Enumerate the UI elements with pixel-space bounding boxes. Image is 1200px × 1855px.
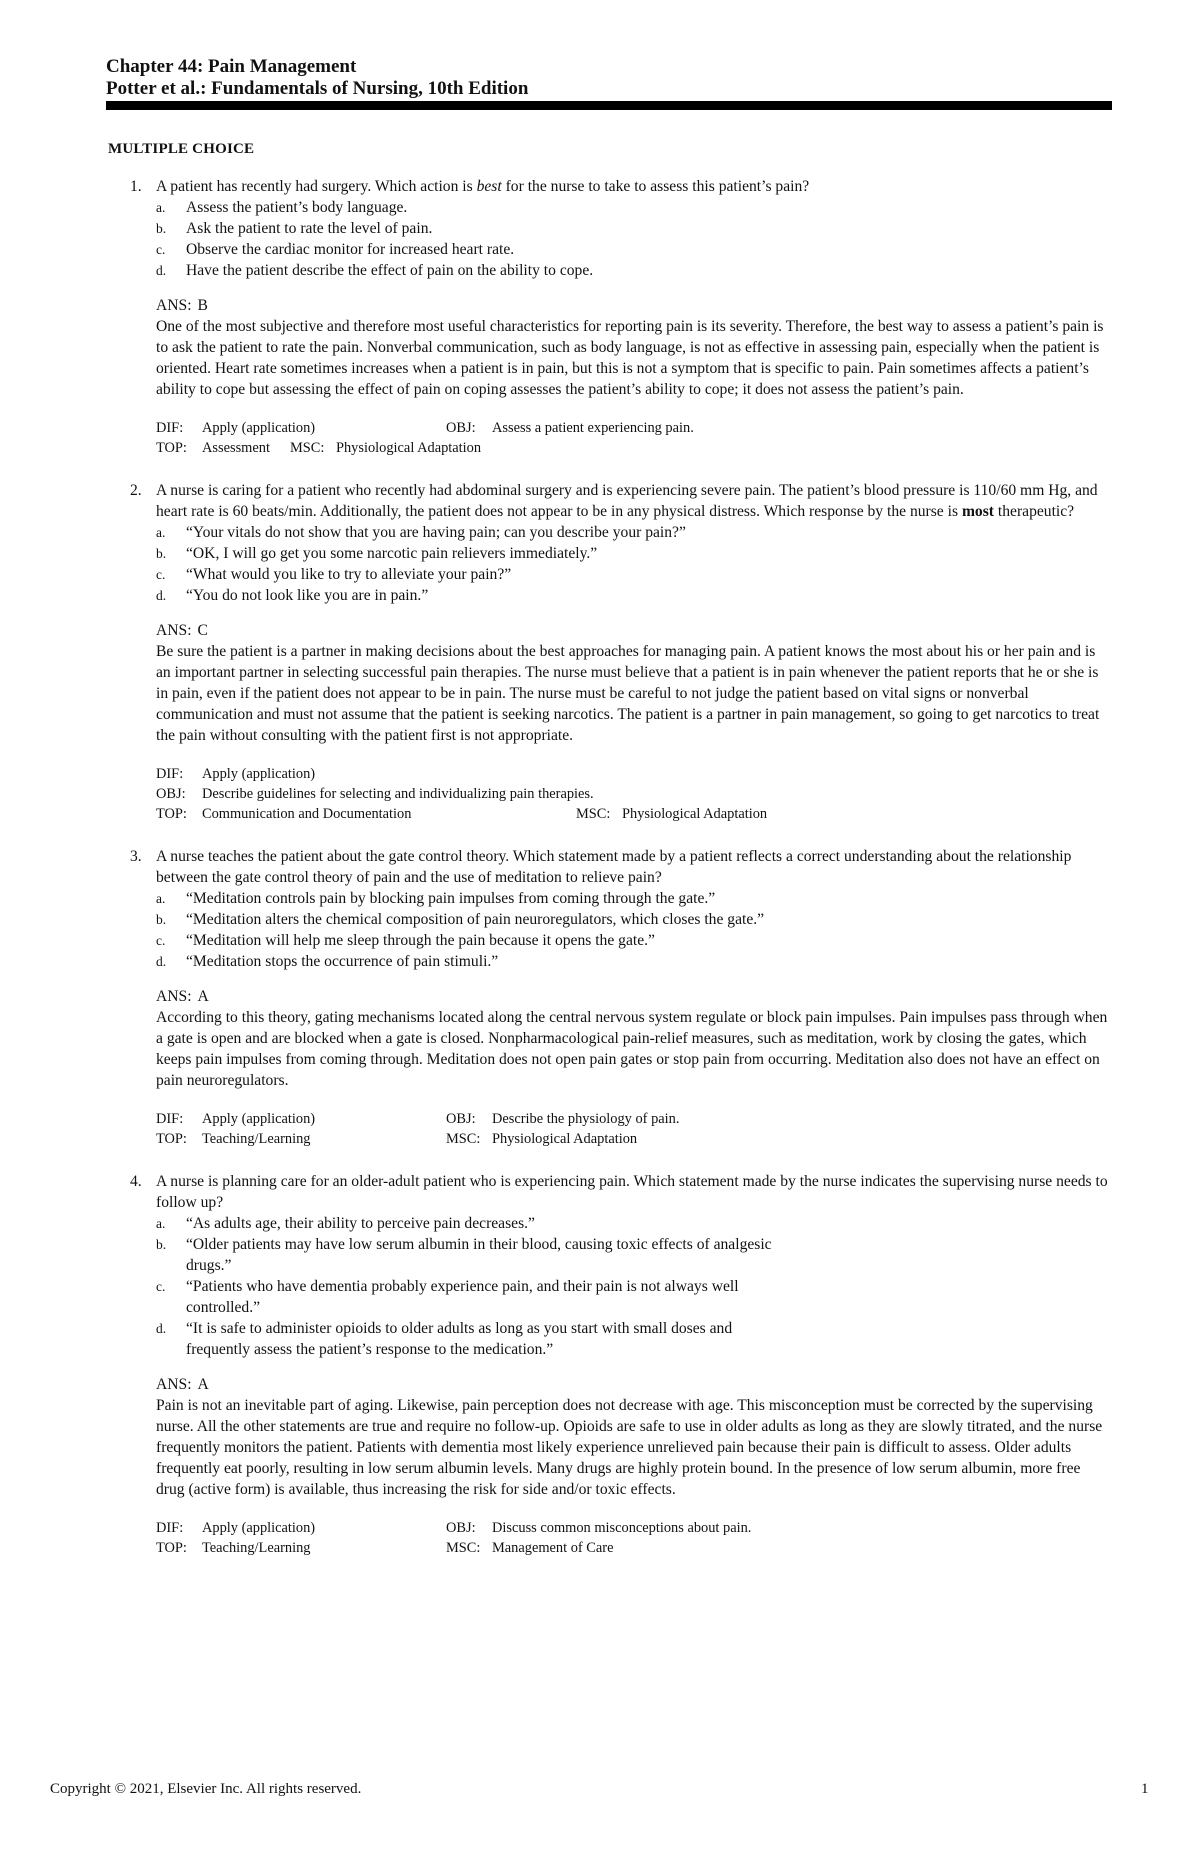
client-needs: Management of Care [492,1540,614,1556]
option-b: b. “OK, I will go get you some narcotic pain relievers immediately.” [156,545,598,562]
answer-options [156,1213,1112,1360]
question-1 [108,176,1112,458]
option-c: c. Observe the cardiac monitor for increased heart rate. [156,241,515,258]
option-a: a. Assess the patient’s body language. [156,199,408,216]
option-c: c. “Meditation will help me sleep through the pain because it opens the gate.” [156,932,655,949]
question-metadata: DIF: Apply (application) OBJ: Discuss common misconceptions about pain. TOP: Teaching/Learning MSC: Management of Care [156,1520,752,1556]
answer-letter: B [197,297,208,314]
option-b: b. “Meditation alters the chemical composition of pain neuroregulators, which closes the gate.” [156,911,765,928]
question-3 [108,846,1112,1149]
topic: Teaching/Learning [202,1131,311,1147]
page-header [106,56,1112,100]
answer-options [156,888,1112,972]
questions-list [108,176,1112,1580]
rationale: Pain is not an inevitable part of aging. Likewise, pain perception does not decrease with age. This misconception must be corrected by the supervising nurse. All the other statements are true and require no follow-up. Opioids are safe to use in older adults as long as they are slowly titrated, and the nurse frequently monitors the patient. Patients with dementia most likely experience unrelieved pain because their pain is difficult to assess. Older adults frequently eat poorly, resulting in low serum albumin levels. Many drugs are highly protein bound. In the presence of low serum albumin, more free drug (active form) is available, thus increasing the risk for side and/or toxic effects. [156,1397,1103,1498]
option-b: b. “Older patients may have low serum albumin in their blood, causing toxic effects of analgesic drugs.” [156,1236,772,1274]
difficulty: Apply (application) [202,766,316,782]
question-4 [108,1171,1112,1558]
objective: Describe the physiology of pain. [492,1111,680,1127]
page-number: 1 [1141,1781,1149,1797]
answer-key: ANS: B [156,297,208,314]
answer-options [156,197,1112,281]
book-title: Potter et al.: Fundamentals of Nursing, 10th Edition [106,78,529,99]
option-c: c. “Patients who have dementia probably experience pain, and their pain is not always well controlled.” [156,1278,739,1316]
question-number: 3. [130,848,142,865]
question-stem: A nurse is caring for a patient who recently had abdominal surgery and is experiencing severe pain. The patient’s blood pressure is 110/60 mm Hg, and heart rate is 60 beats/min. Additionally, the patient does not appear to be in any physical distress. Which response by the nurse is most therapeutic? [156,482,1098,520]
question-metadata: DIF: Apply (application) OBJ: Assess a patient experiencing pain. TOP: Assessment MSC: Physiological Adaptation [156,420,694,456]
answer-options [156,522,1112,606]
client-needs: Physiological Adaptation [622,806,768,822]
question-metadata: DIF: Apply (application) OBJ: Describe the physiology of pain. TOP: Teaching/Learning MSC: Physiological Adaptation [156,1111,680,1147]
option-a: a. “Meditation controls pain by blocking pain impulses from coming through the gate.” [156,890,716,907]
option-a: a. “Your vitals do not show that you are having pain; can you describe your pain?” [156,524,686,541]
question-stem: A nurse teaches the patient about the gate control theory. Which statement made by a patient reflects a correct understanding about the relationship between the gate control theory of pain and the use of meditation to relieve pain? [156,848,1072,886]
question-metadata: DIF: Apply (application) OBJ: Describe guidelines for selecting and individualizing pain therapies. TOP: Communication and Documentation MSC: Physiological Adaptation [156,766,768,822]
answer-key: ANS: C [156,622,208,639]
chapter-title: Chapter 44: Pain Management [106,56,357,77]
topic: Communication and Documentation [202,806,412,822]
option-d: d. “It is safe to administer opioids to older adults as long as you start with small doses and frequently assess the patient’s response to the medication.” [156,1320,733,1358]
objective: Discuss common misconceptions about pain. [492,1520,752,1536]
question-2 [108,480,1112,824]
difficulty: Apply (application) [202,1520,316,1536]
question-stem: A patient has recently had surgery. Which action is best for the nurse to take to assess this patient’s pain? [156,178,810,195]
answer-letter: A [197,988,209,1005]
stem-emphasis: most [961,503,994,520]
copyright-notice: Copyright © 2021, Elsevier Inc. All rights reserved. [50,1781,362,1797]
option-d: d. “You do not look like you are in pain.” [156,587,429,604]
difficulty: Apply (application) [202,420,316,436]
client-needs: Physiological Adaptation [492,1131,638,1147]
option-c: c. “What would you like to try to alleviate your pain?” [156,566,512,583]
client-needs: Physiological Adaptation [335,440,482,456]
objective: Describe guidelines for selecting and individualizing pain therapies. [202,786,594,802]
header-rule [106,101,1112,110]
question-number: 2. [130,482,142,499]
option-b: b. Ask the patient to rate the level of pain. [156,220,433,237]
rationale: According to this theory, gating mechanisms located along the central nervous system regulate or block pain impulses. Pain impulses pass through when a gate is open and are blocked when a gate is closed. Nonpharmacological pain-relief measures, such as meditation, work by closing the gates, which keeps pain impulses from coming through. Meditation does not open pain gates or stop pain from occurring. Meditation also does not have an effect on pain neuroregulators. [156,1009,1108,1089]
rationale: One of the most subjective and therefore most useful characteristics for reporting pain is its severity. Therefore, the best way to assess a patient’s pain is to ask the patient to rate the pain. Nonverbal communication, such as body language, is not as effective in assessing pain, especially when the patient is oriented. Heart rate sometimes increases when a patient is in pain, but this is not a symptom that is specific to pain. Pain sometimes affects a patient’s ability to cope but assessing the effect of pain on coping assesses the patient’s ability to cope; it does not assess the patient’s pain. [156,318,1104,398]
answer-letter: C [197,622,208,639]
option-d: d. Have the patient describe the effect of pain on the ability to cope. [156,262,594,279]
answer-letter: A [197,1376,209,1393]
rationale: Be sure the patient is a partner in making decisions about the best approaches for managing pain. A patient knows the most about his or her pain and is an important partner in selecting successful pain therapies. The nurse must believe that a patient is in pain whenever the patient reports that he or she is in pain, even if the patient does not appear to be in pain. The nurse must be careful to not judge the patient based on vital signs or nonverbal communication and must not assume that the patient is seeking narcotics. The patient is a partner in pain management, so going to get narcotics to treat the pain without consulting with the patient first is not appropriate. [156,643,1100,744]
topic: Teaching/Learning [202,1540,311,1556]
section-title: MULTIPLE CHOICE [108,141,255,157]
difficulty: Apply (application) [202,1111,316,1127]
objective: Assess a patient experiencing pain. [492,420,694,436]
answer-key: ANS: A [156,988,209,1005]
question-number: 1. [130,178,142,195]
question-number: 4. [130,1173,142,1190]
option-d: d. “Meditation stops the occurrence of pain stimuli.” [156,953,499,970]
answer-key: ANS: A [156,1376,209,1393]
stem-emphasis: best [476,178,502,195]
question-stem: A nurse is planning care for an older-adult patient who is experiencing pain. Which statement made by the nurse indicates the supervising nurse needs to follow up? [156,1173,1108,1211]
topic: Assessment [202,440,270,456]
option-a: a. “As adults age, their ability to perceive pain decreases.” [156,1215,535,1232]
